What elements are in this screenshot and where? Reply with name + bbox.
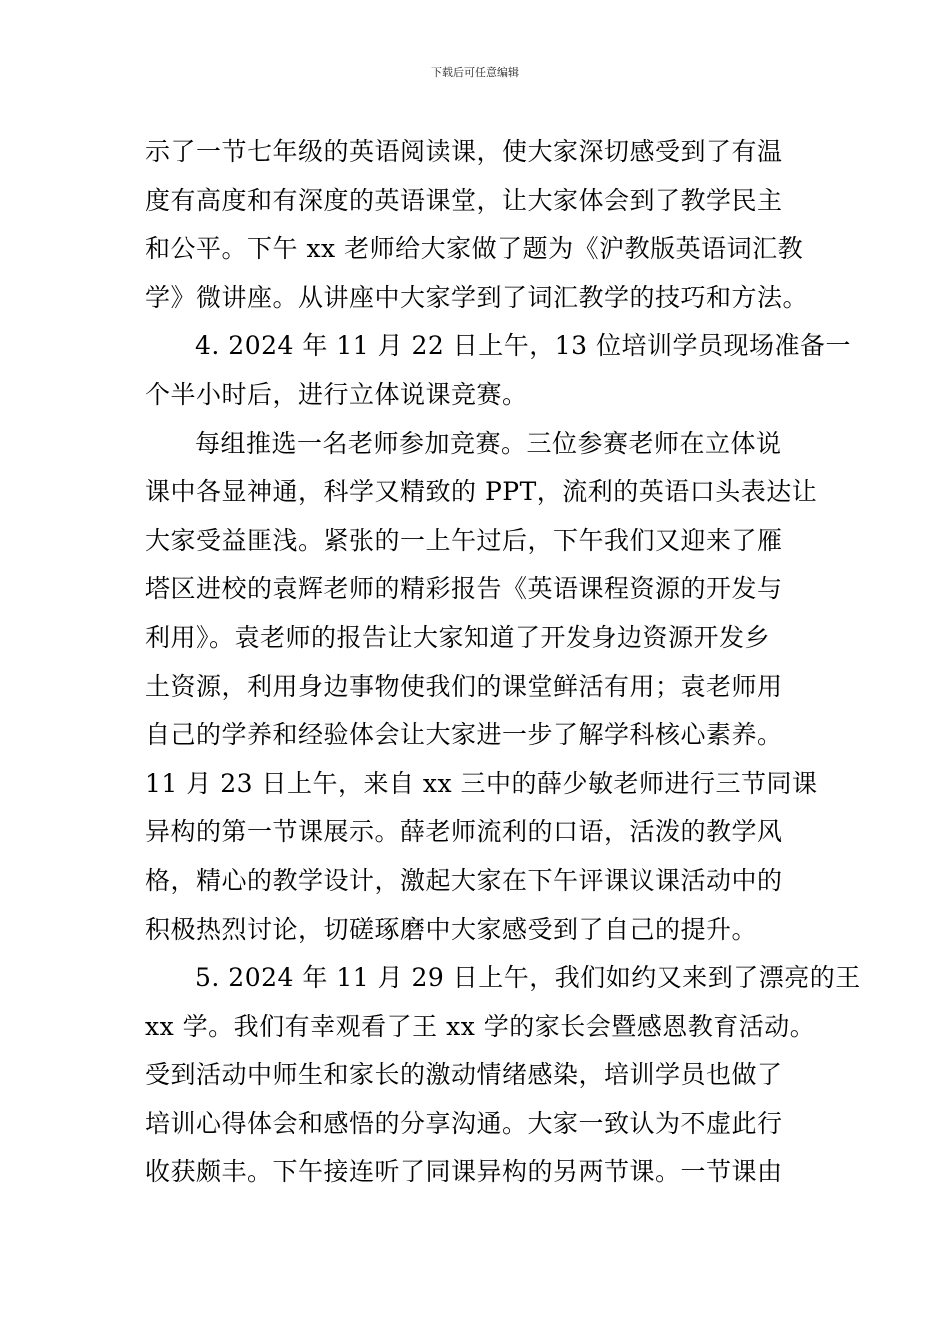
text-line-10: 塔区进校的袁辉老师的精彩报告《英语课程资源的开发与 — [145, 574, 783, 604]
text-line-22: 收获颇丰。下午接连听了同课异构的另两节课。一节课由 — [145, 1157, 783, 1187]
text-line-17: 积极热烈讨论，切磋琢磨中大家感受到了自己的提升。 — [145, 914, 758, 944]
text-line-16: 格，精心的教学设计，激起大家在下午评课议课活动中的 — [145, 865, 783, 895]
text-line-21: 培训心得体会和感悟的分享沟通。大家一致认为不虚此行 — [145, 1108, 783, 1138]
text-line-19: xx 学。我们有幸观看了王 xx 学的家长会暨感恩教育活动。 — [145, 1011, 816, 1041]
text-line-5: 4. 2024 年 11 月 22 日上午，13 位培训学员现场准备一 — [195, 331, 852, 361]
text-line-1: 示了一节七年级的英语阅读课，使大家深切感受到了有温 — [145, 137, 783, 166]
document-body — [145, 128, 861, 1197]
text-line-9: 大家受益匪浅。紧张的一上午过后，下午我们又迎来了雁 — [145, 525, 783, 555]
text-line-6: 个半小时后，进行立体说课竞赛。 — [145, 379, 528, 409]
page-header: 下载后可任意编辑 — [431, 66, 519, 79]
text-line-13: 自己的学养和经验体会让大家进一步了解学科核心素养。 — [145, 720, 783, 750]
text-line-11: 利用》。袁老师的报告让大家知道了开发身边资源开发乡 — [145, 622, 771, 652]
text-line-18: 5. 2024 年 11 月 29 日上午，我们如约又来到了漂亮的王 — [195, 963, 861, 993]
text-line-15: 异构的第一节课展示。薛老师流利的口语，活泼的教学风 — [145, 817, 783, 847]
text-line-7: 每组推选一名老师参加竞赛。三位参赛老师在立体说 — [195, 428, 782, 458]
text-line-14: 11 月 23 日上午，来自 xx 三中的薛少敏老师进行三节同课 — [145, 768, 818, 798]
text-line-20: 受到活动中师生和家长的激动情绪感染，培训学员也做了 — [145, 1060, 783, 1090]
text-line-12: 土资源，利用身边事物使我们的课堂鲜活有用；袁老师用 — [145, 671, 783, 701]
text-line-4: 学》微讲座。从讲座中大家学到了词汇教学的技巧和方法。 — [145, 282, 809, 312]
text-line-2: 度有高度和有深度的英语课堂，让大家体会到了教学民主 — [145, 185, 783, 215]
text-line-3: 和公平。下午 xx 老师给大家做了题为《沪教版英语词汇教 — [145, 234, 804, 264]
text-line-8: 课中各显神通，科学又精致的 PPT，流利的英语口头表达让 — [145, 477, 818, 507]
